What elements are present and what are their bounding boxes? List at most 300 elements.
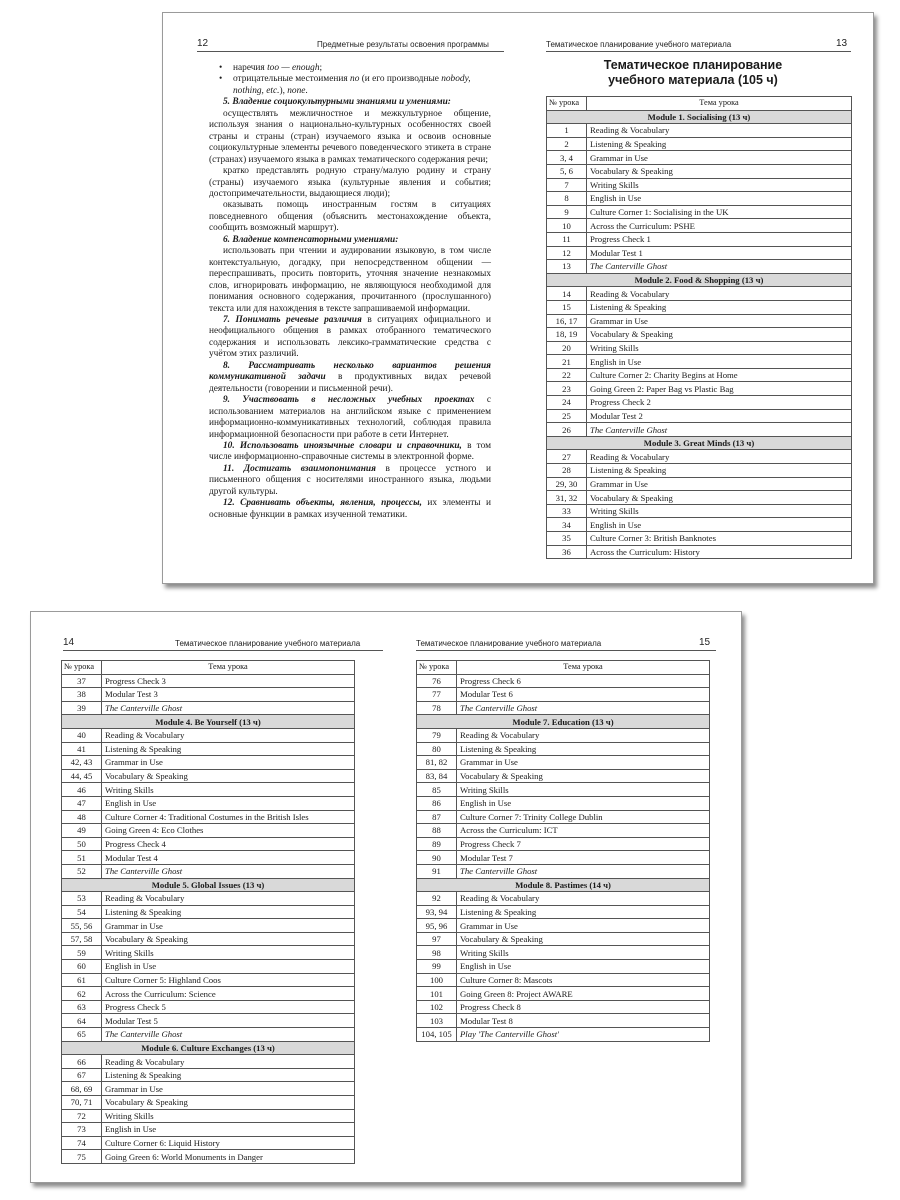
table-row (62, 728, 355, 742)
table-row (62, 1109, 355, 1123)
table-header (62, 661, 355, 675)
paragraph: 7. Понимать речевые различия в ситуациях официального и неофициального общения в рамках отобранного тематического содержания и использовать лексико-грамматические средства с учётом этих различий. (209, 314, 491, 360)
lesson-topic: Grammar in Use (102, 919, 355, 933)
lesson-number: 7 (547, 178, 587, 192)
module-header-row (62, 715, 355, 729)
table-row (547, 477, 852, 491)
paragraph: 10. Использовать иноязычные словари и справочники, в том числе информационно-справочные системы в электронной форме. (209, 440, 492, 463)
lesson-number: 47 (62, 796, 102, 810)
page-13 (518, 13, 873, 583)
table-row (547, 137, 852, 151)
lesson-number: 28 (547, 464, 587, 478)
lesson-topic: Modular Test 3 (102, 688, 355, 702)
table-row (62, 892, 355, 906)
lesson-topic: The Canterville Ghost (457, 701, 710, 715)
lesson-topic: English in Use (102, 796, 355, 810)
lesson-number: 89 (417, 837, 457, 851)
lesson-number: 66 (62, 1055, 102, 1069)
lesson-topic: Listening & Speaking (102, 742, 355, 756)
table-row (417, 824, 710, 838)
lesson-topic: Culture Corner 4: Traditional Costumes in the British Isles (102, 810, 355, 824)
running-head: Тематическое планирование учебного материала (416, 639, 602, 648)
lesson-number: 38 (62, 688, 102, 702)
module-title: Module 8. Pastimes (14 ч) (417, 878, 710, 892)
table-row (547, 287, 852, 301)
table-row (62, 674, 355, 688)
page-number: 12 (197, 38, 209, 49)
lesson-topic: Culture Corner 3: British Banknotes (587, 532, 852, 546)
lesson-topic: Going Green 8: Project AWARE (457, 987, 710, 1001)
lesson-number: 103 (417, 1014, 457, 1028)
lesson-number: 48 (62, 810, 102, 824)
lesson-topic: Culture Corner 6: Liquid History (102, 1136, 355, 1150)
lesson-number: 39 (62, 701, 102, 715)
paragraph: 11. Достигать взаимопонимания в процессе устного и письменного общения с носителями иностранного языка, людьми другой культуры. (209, 463, 491, 497)
module-header-row (547, 110, 852, 124)
module-title: Module 6. Culture Exchanges (13 ч) (62, 1041, 355, 1055)
bullet-list (219, 63, 491, 97)
lesson-topic: Reading & Vocabulary (102, 728, 355, 742)
column-header: № урока (547, 97, 587, 111)
lesson-topic: Culture Corner 7: Trinity College Dublin (457, 810, 710, 824)
lesson-number: 64 (62, 1014, 102, 1028)
lesson-number: 46 (62, 783, 102, 797)
lesson-number: 50 (62, 837, 102, 851)
table-row (62, 960, 355, 974)
paragraph: кратко представлять родную страну/малую родину и страну (страны) изучаемого языка (культурные явления и события; достопримечательности, выдающиеся люди); (209, 166, 491, 199)
column-header: Тема урока (102, 661, 355, 675)
running-head: Предметные результаты освоения программы (317, 40, 489, 49)
module-title: Module 1. Socialising (13 ч) (547, 110, 852, 124)
table-row (417, 973, 710, 987)
lesson-topic: Going Green 4: Eco Clothes (102, 824, 355, 838)
lesson-number: 93, 94 (417, 905, 457, 919)
lesson-topic: English in Use (457, 960, 710, 974)
lesson-number: 86 (417, 796, 457, 810)
table-row (547, 464, 852, 478)
bullet-item: • наречия too — enough; (219, 63, 491, 74)
lesson-number: 51 (62, 851, 102, 865)
table-row (417, 756, 710, 770)
table-row (62, 837, 355, 851)
lesson-number: 104, 105 (417, 1028, 457, 1042)
lesson-number: 11 (547, 232, 587, 246)
table-row (547, 260, 852, 274)
table-row (62, 742, 355, 756)
lesson-number: 98 (417, 946, 457, 960)
table-row (62, 810, 355, 824)
lesson-number: 8 (547, 192, 587, 206)
table-row (62, 1055, 355, 1069)
lesson-number: 15 (547, 300, 587, 314)
module-header-row (417, 878, 710, 892)
lesson-topic: Vocabulary & Speaking (587, 491, 852, 505)
table-row (62, 824, 355, 838)
lesson-topic: Culture Corner 8: Mascots (457, 973, 710, 987)
bullet-item: • отрицательные местоимения no (и его производные nobody, nothing, etc.), none. (219, 74, 491, 97)
table-header (417, 661, 710, 675)
page-number: 13 (836, 38, 848, 49)
module-header-row (547, 273, 852, 287)
table-header (547, 97, 852, 111)
table-row (547, 192, 852, 206)
lesson-topic: Modular Test 6 (457, 688, 710, 702)
lesson-topic: Writing Skills (587, 341, 852, 355)
table-row (62, 1014, 355, 1028)
table-row (547, 491, 852, 505)
lesson-topic: Progress Check 6 (457, 674, 710, 688)
lesson-topic: Culture Corner 1: Socialising in the UK (587, 205, 852, 219)
table-row (547, 124, 852, 138)
table-row (417, 810, 710, 824)
table-row (547, 423, 852, 437)
header-rule (416, 650, 716, 651)
module-title: Module 2. Food & Shopping (13 ч) (547, 273, 852, 287)
lesson-number: 40 (62, 728, 102, 742)
table-row (62, 1082, 355, 1096)
table-row (417, 837, 710, 851)
lesson-topic: Listening & Speaking (102, 1068, 355, 1082)
lesson-topic: Going Green 2: Paper Bag vs Plastic Bag (587, 382, 852, 396)
lesson-topic: Vocabulary & Speaking (102, 769, 355, 783)
page-14 (31, 612, 386, 1182)
table-row (62, 1068, 355, 1082)
lesson-number: 95, 96 (417, 919, 457, 933)
lesson-topic: Grammar in Use (457, 919, 710, 933)
lesson-plan-table (416, 660, 710, 1042)
lesson-topic: Listening & Speaking (587, 464, 852, 478)
table-row (62, 905, 355, 919)
lesson-number: 79 (417, 728, 457, 742)
lesson-number: 100 (417, 973, 457, 987)
header-rule (546, 51, 851, 52)
paragraph: осуществлять межличностное и межкультурное общение, используя знания о национально-культурных особенностях своей страны и страны (стран) изучаемого языка и освоив основные социокультурные элементы речевого поведенческого этикета в стране (странах) изучаемого языка в рамках тематического содержания речи; (209, 108, 491, 165)
table-row (62, 864, 355, 878)
page-title (543, 58, 843, 88)
section-heading: 5. Владение социокультурными знаниями и умениями: (223, 97, 451, 108)
table-row (417, 701, 710, 715)
table-row (417, 946, 710, 960)
lesson-number: 12 (547, 246, 587, 260)
lesson-topic: Progress Check 8 (457, 1000, 710, 1014)
lesson-number: 102 (417, 1000, 457, 1014)
lesson-topic: The Canterville Ghost (102, 701, 355, 715)
lesson-number: 34 (547, 518, 587, 532)
lesson-topic: Listening & Speaking (457, 742, 710, 756)
table-row (417, 783, 710, 797)
lesson-number: 2 (547, 137, 587, 151)
lesson-number: 16, 17 (547, 314, 587, 328)
table-row (62, 769, 355, 783)
lesson-number: 67 (62, 1068, 102, 1082)
running-head: Тематическое планирование учебного материала (546, 40, 732, 49)
page-spread-12-13 (162, 12, 874, 584)
paragraph: 12. Сравнивать объекты, явления, процессы, их элементы и основные функции в рамках изученной тематики. (209, 498, 491, 520)
lesson-topic: Reading & Vocabulary (102, 1055, 355, 1069)
lesson-number: 83, 84 (417, 769, 457, 783)
lesson-number: 13 (547, 260, 587, 274)
lesson-topic: English in Use (587, 518, 852, 532)
table-row (417, 892, 710, 906)
table-row (547, 518, 852, 532)
lesson-topic: The Canterville Ghost (102, 864, 355, 878)
lesson-topic: Progress Check 3 (102, 674, 355, 688)
lesson-number: 97 (417, 932, 457, 946)
lesson-topic: English in Use (587, 192, 852, 206)
module-header-row (62, 1041, 355, 1055)
paragraph: 9. Участвовать в несложных учебных проектах с использованием материалов на английском языке с применением информационно-коммуникативных технологий, соблюдая правила информационной безопасности при работе в сети Интернет. (209, 395, 491, 440)
lesson-number: 33 (547, 504, 587, 518)
lesson-number: 41 (62, 742, 102, 756)
lesson-number: 49 (62, 824, 102, 838)
table-row (62, 1096, 355, 1110)
table-row (547, 178, 852, 192)
lesson-number: 80 (417, 742, 457, 756)
module-header-row (62, 878, 355, 892)
lesson-number: 24 (547, 396, 587, 410)
lesson-topic: Reading & Vocabulary (102, 892, 355, 906)
lesson-topic: Culture Corner 2: Charity Begins at Home (587, 368, 852, 382)
lesson-topic: The Canterville Ghost (587, 260, 852, 274)
outcomes-text (209, 63, 491, 521)
lesson-topic: English in Use (102, 960, 355, 974)
lesson-plan-table (61, 660, 355, 1164)
lesson-topic: Modular Test 5 (102, 1014, 355, 1028)
lesson-topic: Modular Test 8 (457, 1014, 710, 1028)
lesson-topic: Grammar in Use (587, 477, 852, 491)
table-row (417, 932, 710, 946)
table-row (417, 769, 710, 783)
lesson-number: 60 (62, 960, 102, 974)
lesson-topic: Reading & Vocabulary (587, 287, 852, 301)
table-row (62, 973, 355, 987)
lesson-topic: Writing Skills (587, 504, 852, 518)
lesson-topic: Modular Test 7 (457, 851, 710, 865)
table-row (417, 1014, 710, 1028)
lesson-number: 1 (547, 124, 587, 138)
lesson-number: 90 (417, 851, 457, 865)
module-title: Module 7. Education (13 ч) (417, 715, 710, 729)
table-row (62, 919, 355, 933)
table-row (547, 368, 852, 382)
lesson-number: 88 (417, 824, 457, 838)
lesson-topic: Grammar in Use (587, 151, 852, 165)
lesson-number: 35 (547, 532, 587, 546)
table-row (547, 409, 852, 423)
title-line: учебного материала (105 ч) (608, 73, 778, 87)
table-row (547, 396, 852, 410)
lesson-topic: Across the Curriculum: Science (102, 987, 355, 1001)
lesson-number: 59 (62, 946, 102, 960)
lesson-topic: Reading & Vocabulary (457, 728, 710, 742)
lesson-number: 20 (547, 341, 587, 355)
column-header: Тема урока (457, 661, 710, 675)
paragraph: 8. Рассматривать несколько вариантов решения коммуникативной задачи в продуктивных видах речевой деятельности (говорении и письменной речи). (209, 360, 491, 394)
lesson-topic: Reading & Vocabulary (587, 124, 852, 138)
lesson-number: 87 (417, 810, 457, 824)
lesson-topic: Reading & Vocabulary (457, 892, 710, 906)
running-head: Тематическое планирование учебного материала (175, 639, 361, 648)
table-row (417, 728, 710, 742)
lesson-topic: Grammar in Use (102, 756, 355, 770)
table-row (417, 960, 710, 974)
lesson-topic: Modular Test 2 (587, 409, 852, 423)
lesson-number: 37 (62, 674, 102, 688)
lesson-topic: Writing Skills (457, 783, 710, 797)
paragraph: оказывать помощь иностранным гостям в ситуациях повседневного общения (объяснить местонахождение объекта, сообщить возможный маршрут). (209, 200, 491, 234)
table-row (547, 532, 852, 546)
table-row (62, 783, 355, 797)
module-header-row (417, 715, 710, 729)
lesson-topic: English in Use (587, 355, 852, 369)
lesson-topic: The Canterville Ghost (102, 1028, 355, 1042)
table-row (62, 1028, 355, 1042)
lesson-number: 44, 45 (62, 769, 102, 783)
lesson-topic: Vocabulary & Speaking (587, 164, 852, 178)
table-row (62, 796, 355, 810)
table-row (417, 919, 710, 933)
table-row (547, 545, 852, 559)
lesson-number: 29, 30 (547, 477, 587, 491)
lesson-topic: Listening & Speaking (102, 905, 355, 919)
table-row (547, 314, 852, 328)
page-number: 14 (63, 637, 75, 648)
lesson-number: 14 (547, 287, 587, 301)
lesson-number: 70, 71 (62, 1096, 102, 1110)
lesson-number: 101 (417, 987, 457, 1001)
lesson-number: 76 (417, 674, 457, 688)
lesson-number: 9 (547, 205, 587, 219)
lesson-number: 65 (62, 1028, 102, 1042)
lesson-number: 63 (62, 1000, 102, 1014)
lesson-number: 23 (547, 382, 587, 396)
table-row (62, 932, 355, 946)
lesson-topic: Across the Curriculum: ICT (457, 824, 710, 838)
lesson-number: 68, 69 (62, 1082, 102, 1096)
table-row (417, 851, 710, 865)
table-row (547, 355, 852, 369)
lesson-topic: Reading & Vocabulary (587, 450, 852, 464)
table-row (547, 232, 852, 246)
lesson-topic: Modular Test 4 (102, 851, 355, 865)
table-row (547, 450, 852, 464)
table-row (547, 164, 852, 178)
lesson-topic: Listening & Speaking (587, 137, 852, 151)
table-row (417, 742, 710, 756)
lesson-number: 62 (62, 987, 102, 1001)
lesson-number: 21 (547, 355, 587, 369)
lesson-number: 52 (62, 864, 102, 878)
lesson-topic: The Canterville Ghost (457, 864, 710, 878)
table-row (417, 674, 710, 688)
lesson-topic: Culture Corner 5: Highland Coos (102, 973, 355, 987)
table-row (417, 1028, 710, 1042)
page-spread-14-15 (30, 611, 742, 1183)
table-row (62, 987, 355, 1001)
page-12 (163, 13, 518, 583)
lesson-topic: Vocabulary & Speaking (102, 932, 355, 946)
lesson-number: 77 (417, 688, 457, 702)
lesson-topic: Progress Check 4 (102, 837, 355, 851)
lesson-topic: Progress Check 5 (102, 1000, 355, 1014)
module-title: Module 4. Be Yourself (13 ч) (62, 715, 355, 729)
table-row (417, 905, 710, 919)
table-row (417, 987, 710, 1001)
lesson-topic: Grammar in Use (102, 1082, 355, 1096)
table-row (62, 1000, 355, 1014)
lesson-number: 18, 19 (547, 328, 587, 342)
lesson-topic: Across the Curriculum: PSHE (587, 219, 852, 233)
lesson-number: 31, 32 (547, 491, 587, 505)
column-header: Тема урока (587, 97, 852, 111)
table-row (62, 851, 355, 865)
lesson-topic: Listening & Speaking (457, 905, 710, 919)
lesson-topic: Vocabulary & Speaking (587, 328, 852, 342)
lesson-number: 81, 82 (417, 756, 457, 770)
lesson-number: 57, 58 (62, 932, 102, 946)
lesson-number: 25 (547, 409, 587, 423)
lesson-number: 22 (547, 368, 587, 382)
lesson-topic: Progress Check 7 (457, 837, 710, 851)
lesson-number: 26 (547, 423, 587, 437)
module-title: Module 5. Global Issues (13 ч) (62, 878, 355, 892)
table-row (62, 701, 355, 715)
page-15 (386, 612, 741, 1182)
section-heading: 6. Владение компенсаторными умениями: (223, 234, 399, 245)
lesson-topic: Writing Skills (457, 946, 710, 960)
lesson-number: 3, 4 (547, 151, 587, 165)
lesson-number: 74 (62, 1136, 102, 1150)
header-rule (63, 650, 383, 651)
lesson-number: 36 (547, 545, 587, 559)
table-row (417, 688, 710, 702)
lesson-topic: The Canterville Ghost (587, 423, 852, 437)
page-number: 15 (699, 637, 711, 648)
header-rule (197, 51, 504, 52)
column-header: № урока (417, 661, 457, 675)
lesson-plan-table (546, 96, 852, 559)
lesson-topic: Across the Curriculum: History (587, 545, 852, 559)
lesson-topic: Writing Skills (587, 178, 852, 192)
table-row (62, 1123, 355, 1137)
table-row (547, 205, 852, 219)
lesson-number: 54 (62, 905, 102, 919)
table-row (547, 300, 852, 314)
lesson-topic: Vocabulary & Speaking (457, 769, 710, 783)
lesson-number: 73 (62, 1123, 102, 1137)
lesson-topic: English in Use (457, 796, 710, 810)
lesson-topic: Play 'The Canterville Ghost' (457, 1028, 710, 1042)
lesson-number: 78 (417, 701, 457, 715)
table-row (547, 219, 852, 233)
lesson-number: 10 (547, 219, 587, 233)
table-row (547, 328, 852, 342)
lesson-topic: Progress Check 2 (587, 396, 852, 410)
table-row (547, 504, 852, 518)
lesson-number: 92 (417, 892, 457, 906)
lesson-number: 5, 6 (547, 164, 587, 178)
lesson-topic: Grammar in Use (587, 314, 852, 328)
lesson-number: 42, 43 (62, 756, 102, 770)
lesson-topic: Modular Test 1 (587, 246, 852, 260)
lesson-topic: Writing Skills (102, 783, 355, 797)
column-header: № урока (62, 661, 102, 675)
lesson-topic: Writing Skills (102, 1109, 355, 1123)
lesson-topic: Listening & Speaking (587, 300, 852, 314)
table-row (417, 1000, 710, 1014)
table-row (547, 246, 852, 260)
lesson-topic: Vocabulary & Speaking (102, 1096, 355, 1110)
